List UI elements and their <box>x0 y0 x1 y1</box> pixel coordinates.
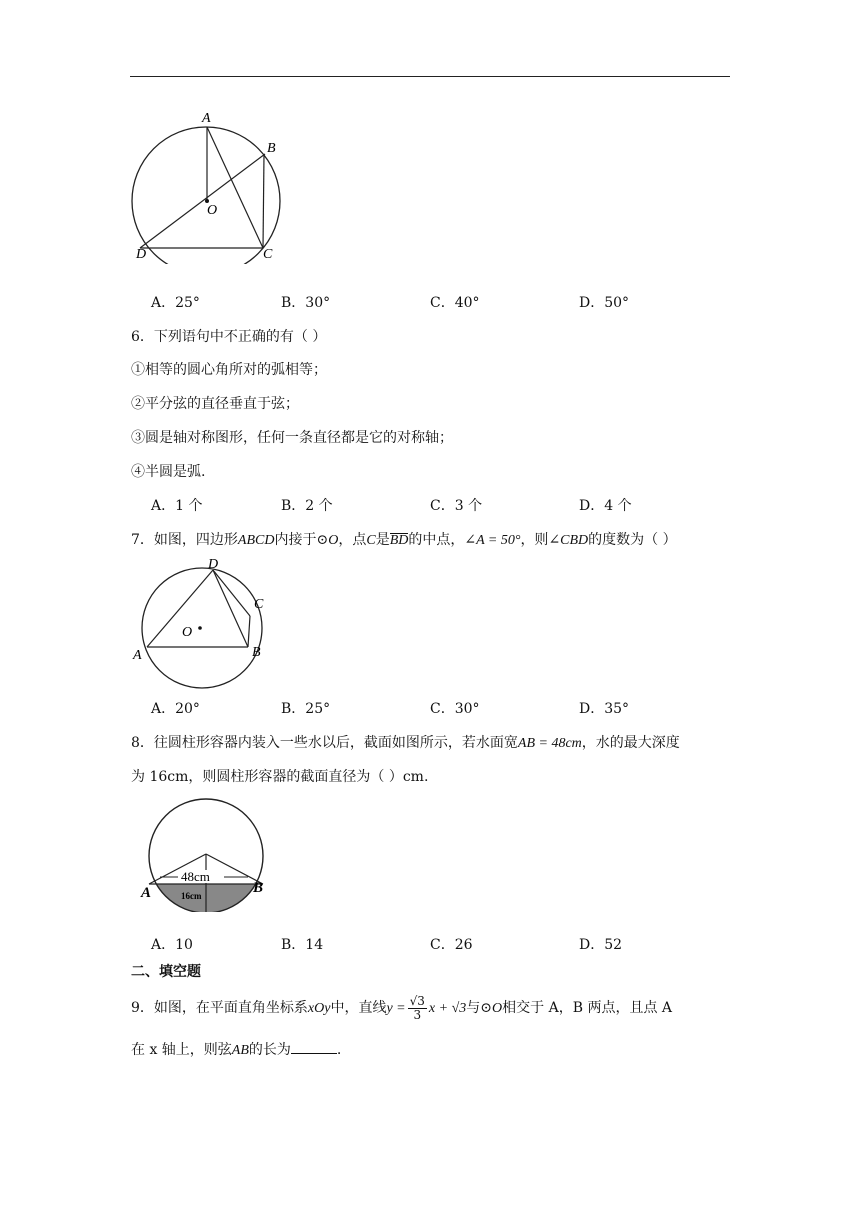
q7-angle-cbd: ∠CBD <box>548 533 589 548</box>
q6-option-d[interactable]: D．4 个 <box>579 498 632 514</box>
q5-option-a[interactable]: A．25° <box>151 295 200 311</box>
q8-label-b: B <box>253 880 264 896</box>
q8-option-d[interactable]: D．52 <box>579 937 623 953</box>
q9-xoy: xOy <box>307 1001 331 1016</box>
q9-text-4: 相交于 A，B 两点，且点 A <box>502 1000 672 1016</box>
q7-option-d[interactable]: D．35° <box>579 701 630 717</box>
q8-text-2: ，水的最大深度 <box>581 735 680 751</box>
q9-text-5: 在 x 轴上，则弦 <box>131 1042 232 1058</box>
q8-option-c[interactable]: C．26 <box>430 937 473 953</box>
q9-text-6: 的长为 <box>248 1042 291 1058</box>
q8-label-depth: 16cm <box>181 891 202 901</box>
q6-option-c[interactable]: C．3 个 <box>430 498 483 514</box>
q9-answer-blank[interactable] <box>291 1039 337 1054</box>
q9-text-2: 中，直线 <box>330 1000 387 1016</box>
q6-item-2: ②平分弦的直径垂直于弦； <box>131 396 299 412</box>
q7-option-c[interactable]: C．30° <box>430 701 480 717</box>
q7-text-6: ，则 <box>520 532 549 548</box>
q5-label-d: D <box>136 247 147 262</box>
q8-label-a: A <box>141 885 152 901</box>
q7-c: C <box>366 533 376 548</box>
q6-item-3: ③圆是轴对称图形，任何一条直径都是它的对称轴； <box>131 430 453 446</box>
q7-circle-figure <box>130 556 280 692</box>
q8-ab-eq: AB = 48cm <box>517 736 582 751</box>
q9-x-plus: x + √3 <box>428 1001 467 1016</box>
q9-fraction <box>408 995 427 1022</box>
q7-label-b: B <box>252 645 261 660</box>
q8-label-width: 48cm <box>181 869 210 884</box>
q7-label-c: C <box>254 597 264 612</box>
q9-frac-den: 3 <box>413 1007 422 1022</box>
q7-text-3: ，点 <box>338 532 367 548</box>
q7-angle-a: ∠A = 50° <box>464 533 521 548</box>
q8-stem-line-1 <box>131 733 680 754</box>
q9-text-3: 与⊙ <box>466 1000 493 1016</box>
q9-frac-num: √3 <box>409 993 425 1008</box>
q7-abcd: ABCD <box>237 533 275 548</box>
q5-label-c: C <box>263 247 273 262</box>
q6-option-a[interactable]: A．1 个 <box>151 498 203 514</box>
q5-option-c[interactable]: C．40° <box>430 295 480 311</box>
q9-ab: AB <box>231 1043 249 1058</box>
q7-label-d: D <box>208 557 219 572</box>
q8-container-figure <box>136 796 272 912</box>
q7-label-a: A <box>133 648 142 663</box>
q5-label-o: O <box>207 203 218 218</box>
q5-label-b: B <box>267 141 276 156</box>
q5-circle-figure <box>128 104 288 264</box>
q7-o: O <box>328 533 339 548</box>
q6-stem: 6．下列语句中不正确的有（ ） <box>131 329 327 345</box>
q7-option-b[interactable]: B．25° <box>281 701 331 717</box>
q7-text-2: 内接于⊙ <box>274 532 329 548</box>
q9-stem-line-2 <box>131 1039 341 1061</box>
section-title-fill-in: 二、填空题 <box>131 964 201 980</box>
q7-text-4: 是 <box>375 532 390 548</box>
q9-text-7: . <box>336 1042 342 1058</box>
q8-text-1: 8．往圆柱形容器内装入一些水以后，截面如图所示，若水面宽 <box>131 735 518 751</box>
header-rule <box>130 76 730 77</box>
q9-y-eq: y = <box>386 1001 406 1016</box>
q9-o: O <box>492 1001 503 1016</box>
q7-text-5: 的中点， <box>408 532 465 548</box>
q7-text-7: 的度数为（ ） <box>588 532 677 548</box>
q7-arc-bd: BD <box>389 533 409 548</box>
q6-item-1: ①相等的圆心角所对的弧相等； <box>131 362 327 378</box>
q9-text-1: 9．如图，在平面直角坐标系 <box>131 1000 308 1016</box>
q6-item-4: ④半圆是弧. <box>131 464 206 480</box>
q9-stem-line-1 <box>131 994 672 1023</box>
q7-text-1: 7．如图，四边形 <box>131 532 238 548</box>
q5-option-b[interactable]: B．30° <box>281 295 331 311</box>
q8-stem-line-2: 为 16cm，则圆柱形容器的截面直径为（ ）cm. <box>131 769 429 785</box>
q7-label-o: O <box>182 625 193 640</box>
q8-option-a[interactable]: A．10 <box>151 937 193 953</box>
q5-label-a: A <box>202 111 211 126</box>
q8-option-b[interactable]: B．14 <box>281 937 324 953</box>
q5-option-d[interactable]: D．50° <box>579 295 630 311</box>
q6-option-b[interactable]: B．2 个 <box>281 498 333 514</box>
q7-stem <box>131 530 677 551</box>
q7-option-a[interactable]: A．20° <box>151 701 200 717</box>
